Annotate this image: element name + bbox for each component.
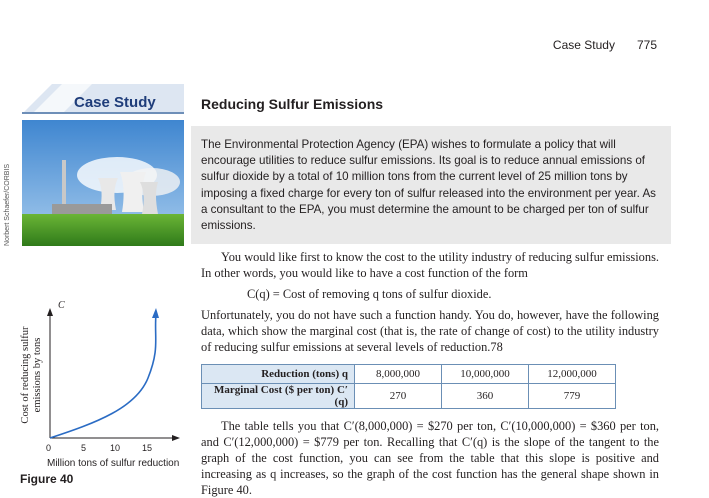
page-number: 775 [636, 38, 657, 52]
marginal-cost-cell: 360 [442, 384, 529, 409]
running-header-section: Case Study [552, 38, 615, 52]
reduction-cell: 10,000,000 [442, 365, 529, 384]
x-tick-label: 10 [110, 443, 121, 453]
y-axis-arrow [47, 308, 53, 316]
marginal-cost-cell: 779 [529, 384, 616, 409]
marginal-cost-row [202, 384, 616, 409]
power-plant-photo [22, 120, 184, 246]
cost-function-equation: C(q) = Cost of removing q tons of sulfur dioxide. [247, 287, 492, 301]
section-title: Reducing Sulfur Emissions [201, 96, 384, 112]
x-axis-arrow [172, 435, 180, 441]
running-header [553, 38, 657, 52]
photo-credit: Norbert Schaefer/CORBIS [4, 163, 11, 246]
cost-curve-figure [36, 298, 186, 458]
paragraph-1: You would like first to know the cost to the utility industry of reducing sulfur emissions. In other words, you would like to have a cost function of the form [201, 250, 659, 280]
cost-curve [50, 314, 156, 438]
x-tick-label: 5 [81, 443, 87, 453]
marginal-cost-table [201, 364, 616, 409]
figure-caption: Figure 40 [20, 472, 74, 486]
reduction-cell: 12,000,000 [529, 365, 616, 384]
reduction-row [202, 365, 616, 384]
case-study-label: Case Study [74, 94, 156, 111]
marginal-cost-cell: 270 [355, 384, 442, 409]
paragraph-2: Unfortunately, you do not have such a function handy. You do, however, have the following data, which show the marginal cost (that is, the rate of change of cost) to the utility industry of reducing sulfur emissions at several levels of reduction.78 [201, 308, 659, 354]
y-axis-letter: C [58, 300, 65, 311]
paragraph-3: The table tells you that C′(8,000,000) = $270 per ton, C′(10,000,000) = $360 per ton, and C′(12,000,000) = $779 per ton. Recalling that C′(q) is the slope of the tangent to the graph of the cost function, you can see from the table that this slope is positive and increasing as q increases, so the graph of the cost function has the general shape shown in Figure 40. [201, 419, 659, 497]
reduction-header: Reduction (tons) q [202, 365, 355, 384]
reduction-cell: 8,000,000 [355, 365, 442, 384]
cost-curve-arrow [152, 308, 159, 318]
x-tick-label: 0 [46, 443, 52, 453]
figure-y-label: Cost of reducing sulfur emissions by tons [20, 326, 43, 424]
intro-text: The Environmental Protection Agency (EPA) wishes to formulate a policy that will encourage utilities to reduce sulfur emissions. Its goal is to reduce annual emissions of sulfur dioxide by a total of 10 million tons from the current level of 25 million tons by imposing a fixed charge for every ton of sulfur released into the environment per year. As a consultant to the EPA, you must determine the amount to be charged per ton of sulfur emissions. [201, 138, 656, 233]
x-tick-label: 15 [142, 443, 153, 453]
figure-x-label: Million tons of sulfur reduction [47, 458, 180, 469]
marginal-cost-header: Marginal Cost ($ per ton) C′(q) [202, 384, 355, 409]
